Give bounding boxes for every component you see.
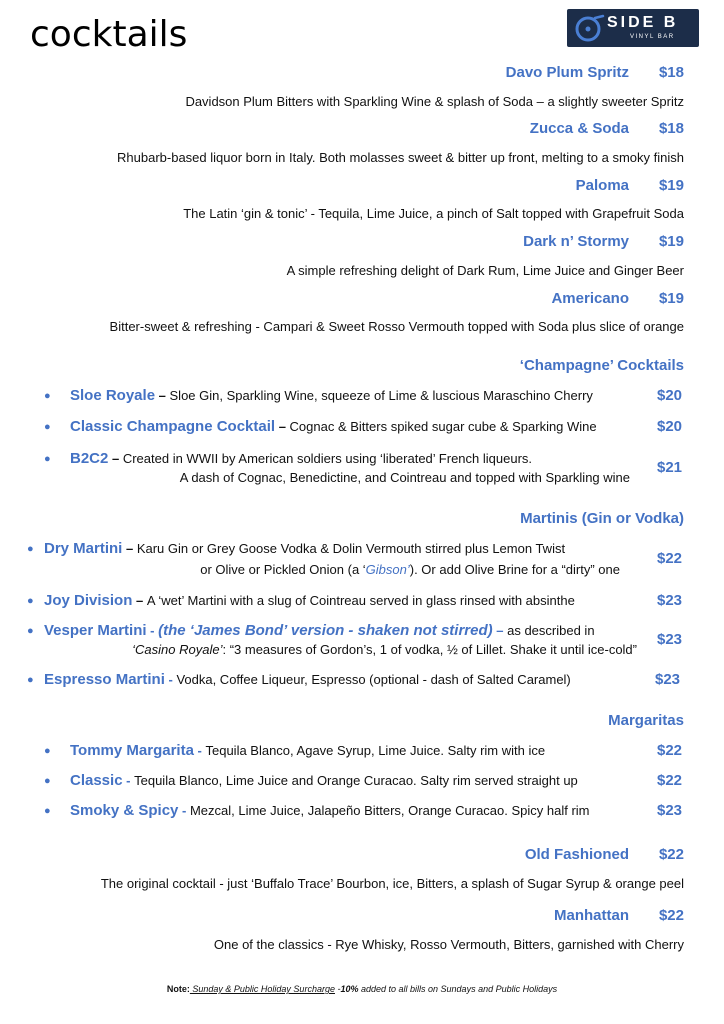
desc-text: ). Or add Olive Brine for a “dirty” one [409,562,620,577]
separator: – [492,623,508,638]
bullet-icon: ● [44,745,51,757]
list-item [0,418,724,440]
drink-description: The original cocktail - just ‘Buffalo Trace’ Bourbon, ice, Bitters, a splash of Sugar Syrup & orange peel [100,876,684,891]
drink-description: as described in [507,623,595,638]
drink-name: Paloma [575,177,629,194]
bullet-icon: ● [27,674,34,686]
drink-description: Davidson Plum Bitters with Sparkling Wine & splash of Soda – a slightly sweeter Spritz [185,94,684,109]
drink-description: Tequila Blanco, Agave Syrup, Lime Juice. Salty rim with ice [205,743,546,758]
drink-name: Tommy Margarita [70,742,194,759]
drink-name: Joy Division [44,592,133,609]
drink-description-line2 [132,642,637,657]
drink-description: Mezcal, Lime Juice, Jalapeño Bitters, Orange Curacao. Spicy half rim [189,803,590,818]
drink-price: $23 [657,592,683,609]
drink-price: $20 [657,387,683,404]
drink-price: $22 [658,907,684,924]
drink-heading [576,177,684,194]
drink-name: Smoky & Spicy [70,802,179,819]
logo-wordmark: SIDE B [607,14,679,31]
drink-name: Classic [70,772,123,789]
bullet-icon: ● [44,805,51,817]
list-item [0,622,724,662]
separator: – [275,419,290,434]
drink-description: Tequila Blanco, Lime Juice and Orange Curacao. Salty rim served straight up [134,773,578,788]
note-text: added to all bills on Sundays and Public Holidays [358,984,558,994]
drink-name: Manhattan [554,907,629,924]
drink-description: Sloe Gin, Sparkling Wine, squeeze of Lime & luscious Maraschino Cherry [169,388,593,403]
separator: – [108,451,123,466]
drink-name: Sloe Royale [70,387,156,404]
list-item [0,450,724,490]
drink-heading [551,290,684,307]
drink-description: Bitter-sweet & refreshing - Campari & Sweet Rosso Vermouth topped with Soda plus slice of orange [109,319,684,334]
drink-description: One of the classics - Rye Whisky, Rosso Vermouth, Bitters, garnished with Cherry [213,937,684,952]
drink-name: Americano [551,290,629,307]
separator: - [122,773,135,788]
drink-price: $23 [657,802,683,819]
gibson-highlight: Gibson’ [365,562,410,577]
drink-price: $23 [657,631,683,648]
drink-heading [523,233,684,250]
list-item [0,742,724,764]
note-percent: 10% [340,984,359,994]
separator: – [155,388,170,403]
surcharge-note [0,984,724,994]
drink-name: Espresso Martini [44,671,165,688]
drink-name: Classic Champagne Cocktail [70,418,276,435]
drink-price: $19 [658,177,684,194]
section-heading-margaritas: Margaritas [608,712,684,729]
drink-price: $20 [657,418,683,435]
note-label: Note: [166,984,190,994]
drink-price: $19 [658,290,684,307]
separator: - [193,743,206,758]
page-title: cocktails [30,14,188,55]
drink-price: $22 [657,742,683,759]
drink-heading [530,120,684,137]
desc-text: : “3 measures of Gordon’s, 1 of vodka, ½ of Lillet. Shake it until ice-cold” [222,642,637,657]
drink-price: $19 [658,233,684,250]
drink-description: Rhubarb-based liquor born in Italy. Both molasses sweet & bitter up front, melting to a smoky finish [117,150,684,165]
drink-description-line2: A dash of Cognac, Benedictine, and Cointreau and topped with Sparkling wine [179,470,630,485]
bullet-icon: ● [44,421,51,433]
list-item [0,671,724,693]
drink-description: Created in WWII by American soldiers using ‘liberated’ French liqueurs. [122,451,533,466]
bullet-icon: ● [44,453,51,465]
note-surcharge: Sunday & Public Holiday Surcharge [189,984,335,994]
drink-name: Dry Martini [44,540,123,557]
list-item [0,592,724,614]
list-item [0,772,724,794]
drink-price: $22 [657,772,683,789]
bullet-icon: ● [44,775,51,787]
desc-text: or Olive or Pickled Onion (a ‘ [200,562,366,577]
section-heading-martinis: Martinis (Gin or Vodka) [520,510,684,527]
drink-description: A ‘wet’ Martini with a slug of Cointreau served in glass rinsed with absinthe [146,593,575,608]
drink-name: Davo Plum Spritz [505,64,629,81]
separator: – [132,593,147,608]
list-item [0,387,724,409]
drink-name: Dark n’ Stormy [523,233,629,250]
separator: - [178,803,190,818]
drink-description: Cognac & Bitters spiked sugar cube & Sparking Wine [289,419,597,434]
separator: - [146,623,159,638]
bullet-icon: ● [27,543,34,555]
drink-name: Old Fashioned [524,846,629,863]
list-item [0,802,724,824]
drink-description: Karu Gin or Grey Goose Vodka & Dolin Vermouth stirred plus Lemon Twist [136,541,566,556]
logo-subtitle: VINYL BAR [630,34,675,40]
drink-heading [554,907,684,924]
drink-price: $18 [658,120,684,137]
drink-name: Zucca & Soda [529,120,629,137]
drink-description-line2 [200,562,620,577]
drink-name: B2C2 [70,450,109,467]
bullet-icon: ● [44,390,51,402]
drink-price: $18 [658,64,684,81]
drink-price: $22 [658,846,684,863]
drink-price: $22 [657,550,683,567]
drink-price: $23 [655,671,681,688]
vinyl-record-icon [575,14,605,42]
drink-heading [525,846,684,863]
separator: - [164,672,177,687]
drink-heading [506,64,684,81]
bullet-icon: ● [27,625,34,637]
list-item [0,540,724,580]
desc-text: ‘Casino Royale’ [132,642,223,657]
drink-name: Vesper Martini [44,622,147,639]
drink-description: Vodka, Coffee Liqueur, Espresso (optional - dash of Salted Caramel) [176,672,571,687]
separator: – [122,541,137,556]
bullet-icon: ● [27,595,34,607]
note-dash: - [334,984,341,994]
james-bond-highlight: (the ‘James Bond’ version - shaken not stirred) [158,622,493,639]
section-heading-champagne: ‘Champagne’ Cocktails [519,357,684,374]
drink-price: $21 [657,459,683,476]
drink-description: A simple refreshing delight of Dark Rum, Lime Juice and Ginger Beer [286,263,684,278]
side-b-logo [567,9,699,47]
drink-description: The Latin ‘gin & tonic’ - Tequila, Lime Juice, a pinch of Salt topped with Grapefruit Soda [183,206,684,221]
